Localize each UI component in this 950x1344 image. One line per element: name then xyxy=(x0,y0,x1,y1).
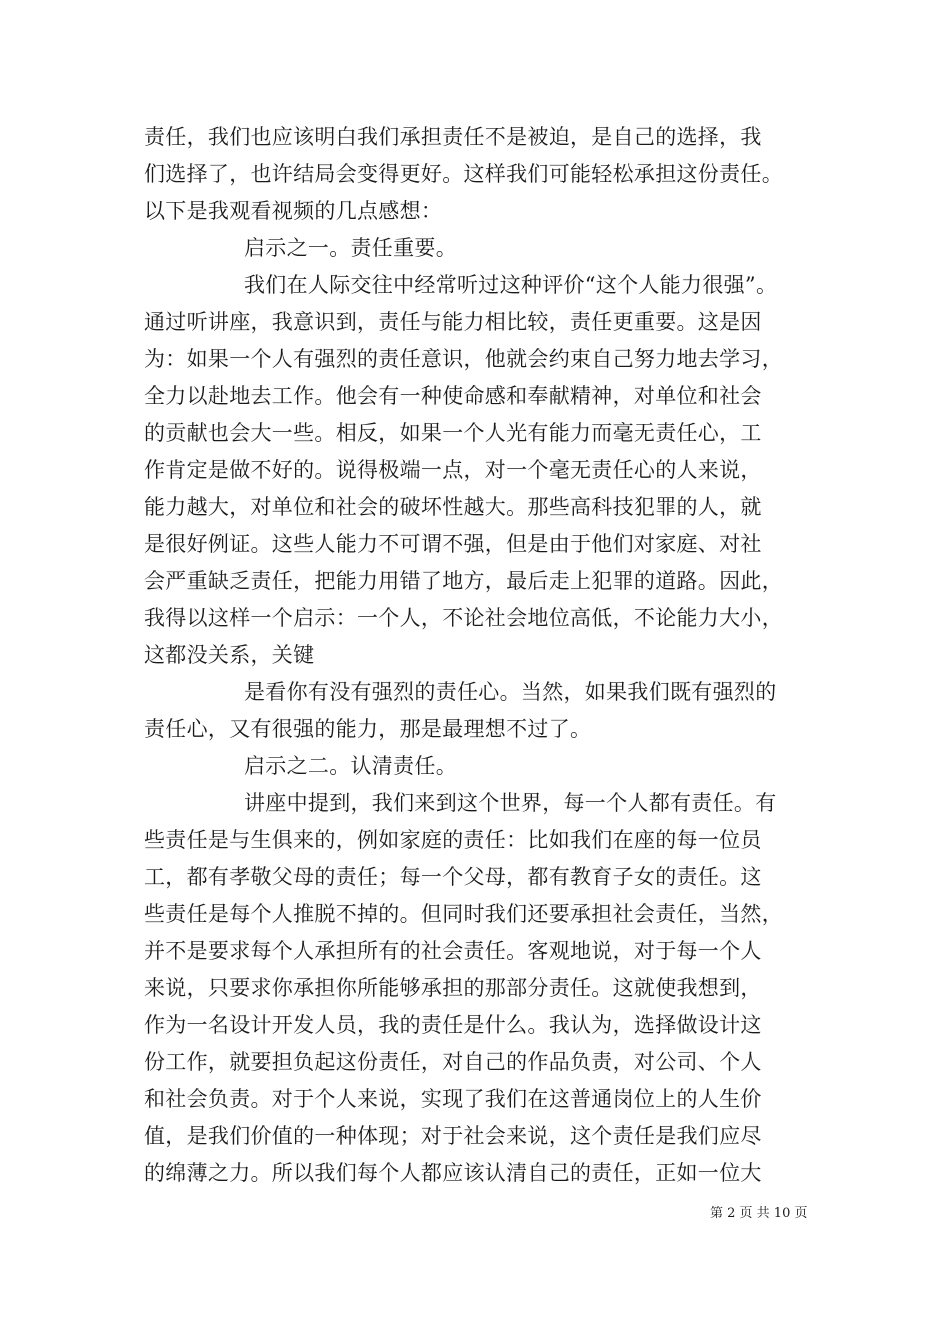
text-line: 些责任是每个人推脱不掉的。但同时我们还要承担社会责任，当然， xyxy=(144,902,783,926)
text-line: 们选择了，也许结局会变得更好。这样我们可能轻松承担这份责任。 xyxy=(144,162,783,186)
text-line: 我们在人际交往中经常听过这种评价“这个人能力很强”。 xyxy=(244,273,778,297)
text-line: 和社会负责。对于个人来说，实现了我们在这普通岗位上的人生价 xyxy=(144,1087,762,1111)
text-line: 会严重缺乏责任，把能力用错了地方，最后走上犯罪的道路。因此， xyxy=(144,569,783,593)
text-line: 能力越大，对单位和社会的破坏性越大。那些高科技犯罪的人，就 xyxy=(144,495,762,519)
text-line: 是看你有没有强烈的责任心。当然，如果我们既有强烈的 xyxy=(244,680,777,704)
text-line: 值，是我们价值的一种体现；对于社会来说，这个责任是我们应尽 xyxy=(144,1124,762,1148)
text-line: 作为一名设计开发人员，我的责任是什么。我认为，选择做设计这 xyxy=(144,1013,762,1037)
text-line: 工，都有孝敬父母的责任；每一个父母，都有教育子女的责任。这 xyxy=(144,865,762,889)
text-line: 是很好例证。这些人能力不可谓不强，但是由于他们对家庭、对社 xyxy=(144,532,762,556)
text-line: 通过听讲座，我意识到，责任与能力相比较，责任更重要。这是因 xyxy=(144,310,762,334)
text-line: 这都没关系，关键 xyxy=(144,643,315,667)
text-line: 作肯定是做不好的。说得极端一点，对一个毫无责任心的人来说， xyxy=(144,458,762,482)
text-line: 并不是要求每个人承担所有的社会责任。客观地说，对于每一个人 xyxy=(144,939,762,963)
text-line: 我得以这样一个启示：一个人，不论社会地位高低，不论能力大小， xyxy=(144,606,783,630)
text-line: 份工作，就要担负起这份责任，对自己的作品负责，对公司、个人 xyxy=(144,1050,762,1074)
text-line: 以下是我观看视频的几点感想： xyxy=(144,199,443,223)
section-heading: 启示之一。责任重要。 xyxy=(244,236,457,260)
text-line: 讲座中提到，我们来到这个世界，每一个人都有责任。有 xyxy=(244,791,777,815)
text-line: 来说，只要求你承担你所能够承担的那部分责任。这就使我想到， xyxy=(144,976,762,1000)
text-line: 责任，我们也应该明白我们承担责任不是被迫，是自己的选择，我 xyxy=(144,125,762,149)
text-line: 责任心，又有很强的能力，那是最理想不过了。 xyxy=(144,717,592,741)
text-line: 全力以赴地去工作。他会有一种使命感和奉献精神，对单位和社会 xyxy=(144,384,762,408)
text-line: 为：如果一个人有强烈的责任意识，他就会约束自己努力地去学习， xyxy=(144,347,783,371)
text-line: 的绵薄之力。所以我们每个人都应该认清自己的责任，正如一位大 xyxy=(144,1161,762,1185)
text-line: 的贡献也会大一些。相反，如果一个人光有能力而毫无责任心，工 xyxy=(144,421,762,445)
text-line: 些责任是与生俱来的，例如家庭的责任：比如我们在座的每一位员 xyxy=(144,828,762,852)
page-footer: 第 2 页 共 10 页 xyxy=(710,1206,808,1221)
section-heading: 启示之二。认清责任。 xyxy=(244,754,457,778)
